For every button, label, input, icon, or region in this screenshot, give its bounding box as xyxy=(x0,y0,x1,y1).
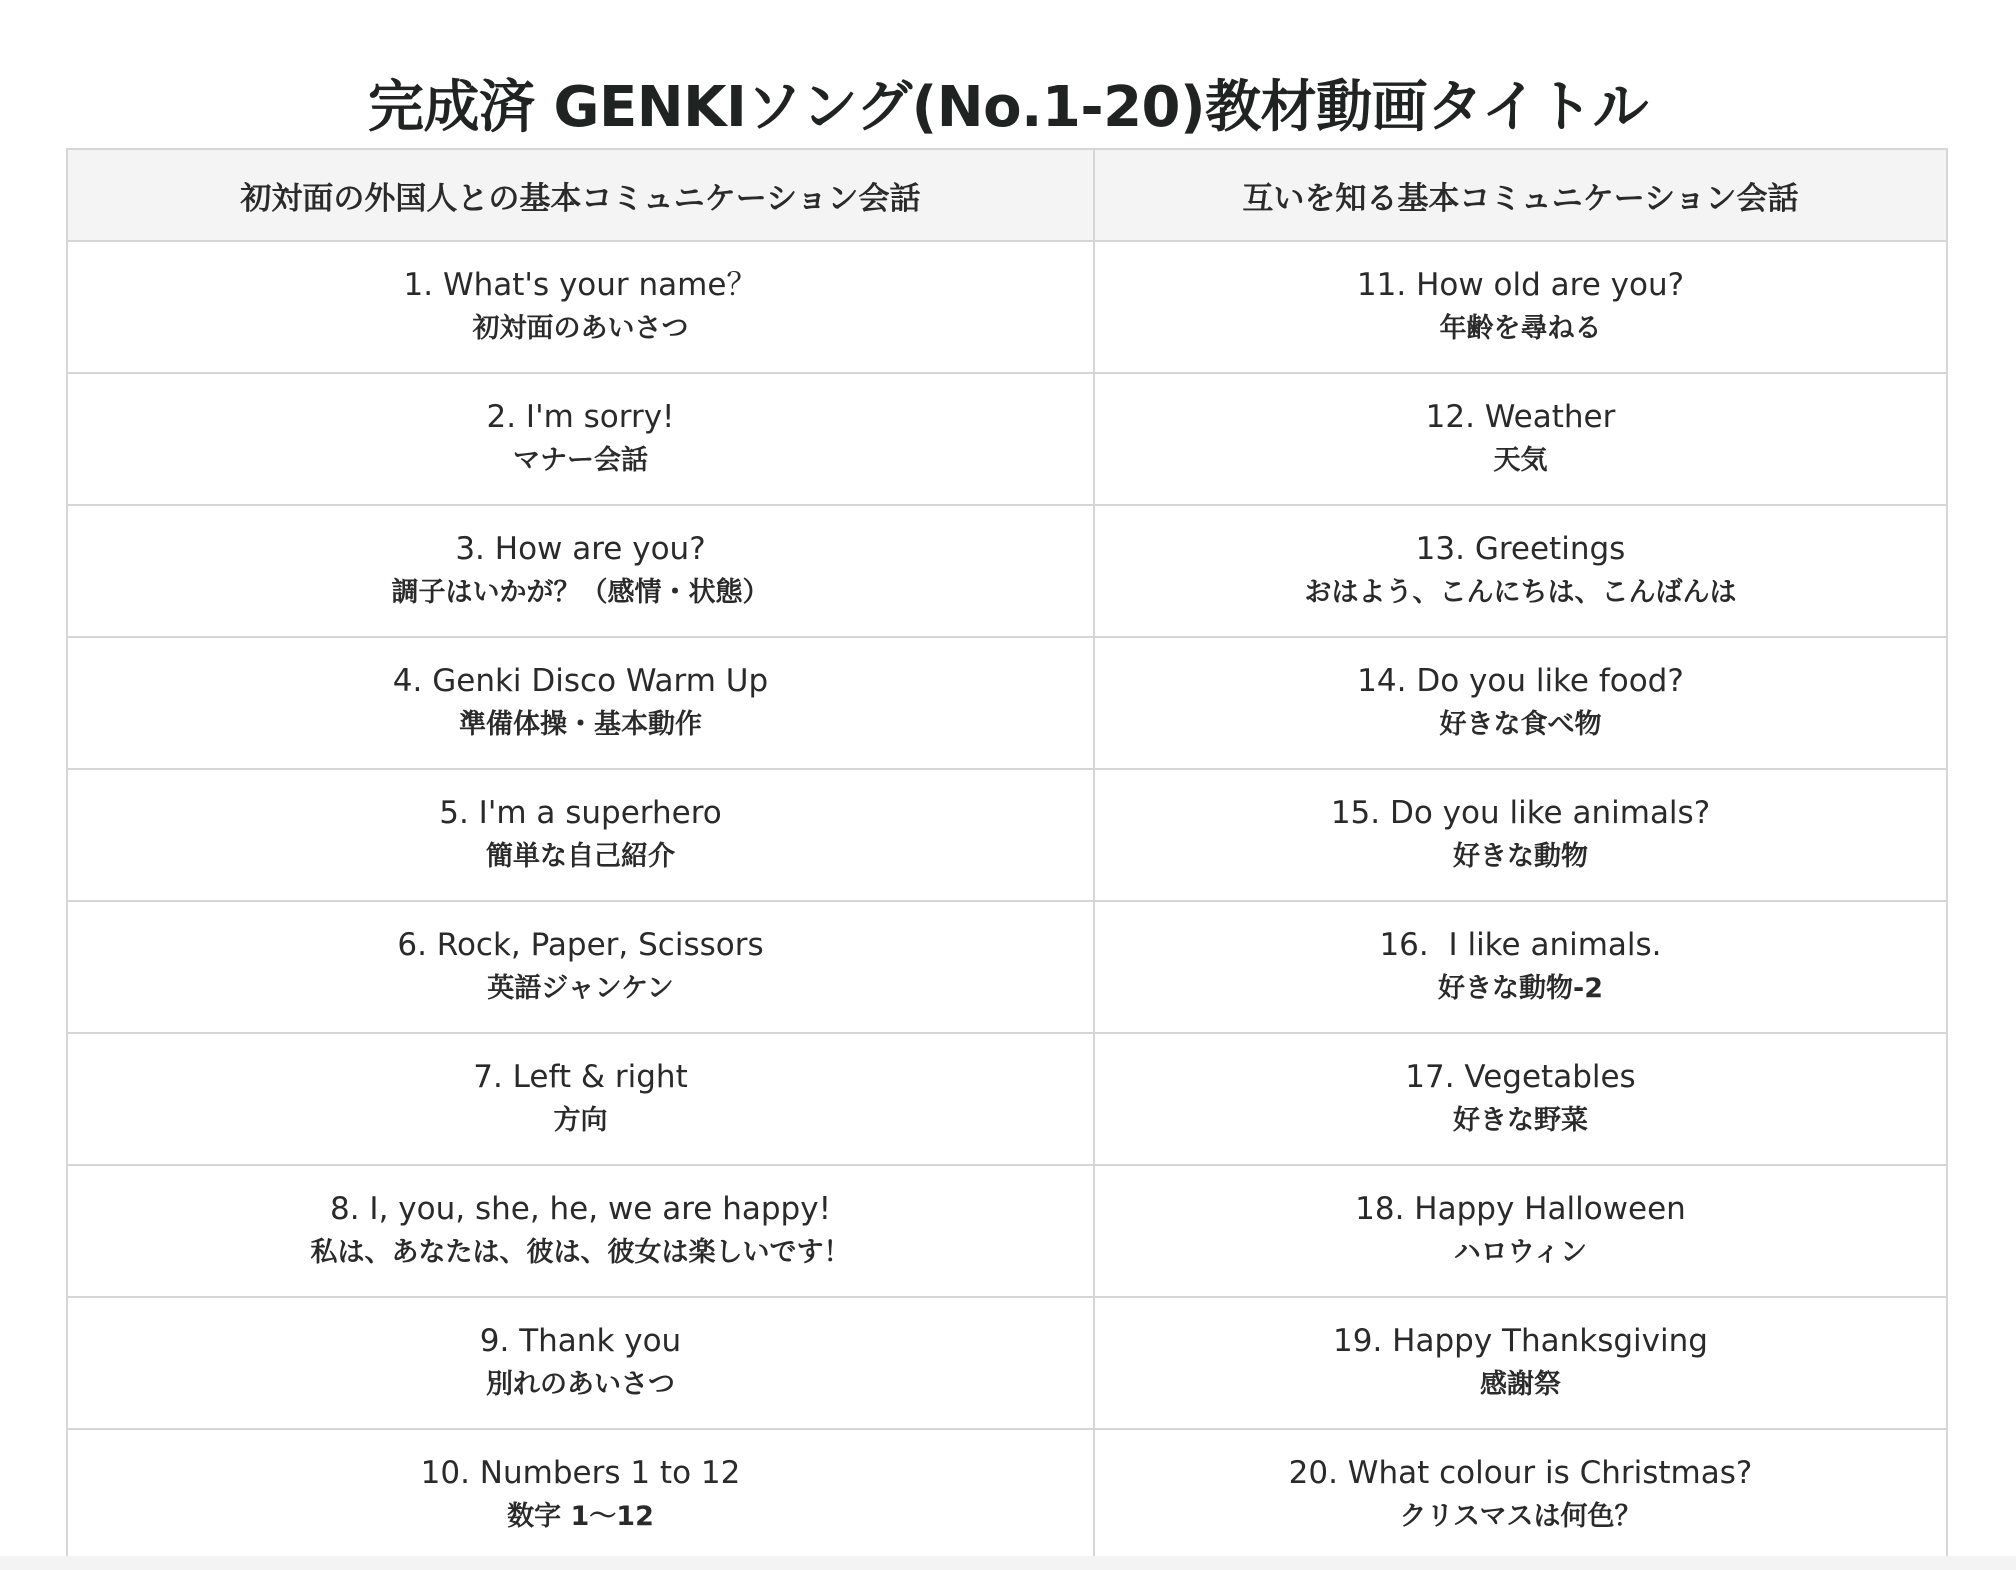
song-cell-right xyxy=(1094,901,1947,1033)
table-header-row xyxy=(67,149,1947,241)
song-title-english: 13. Greetings xyxy=(1415,531,1626,567)
song-cell-right xyxy=(1094,769,1947,901)
song-cell-right xyxy=(1094,241,1947,373)
song-cell-left xyxy=(67,637,1094,769)
table-row xyxy=(67,373,1947,505)
table-row xyxy=(67,505,1947,637)
song-topic-japanese: 初対面のあいさつ xyxy=(472,313,689,344)
song-title-english: 12. Weather xyxy=(1425,399,1616,435)
table-row xyxy=(67,241,1947,373)
song-cell-right xyxy=(1094,1297,1947,1429)
table-row xyxy=(67,901,1947,1033)
song-topic-japanese: マナー会話 xyxy=(513,445,648,476)
song-topic-japanese: おはよう、こんにちは、こんばんは xyxy=(1304,577,1737,608)
song-title-english: 18. Happy Halloween xyxy=(1355,1191,1686,1227)
song-title-english: 15. Do you like animals? xyxy=(1330,795,1711,831)
song-cell-left xyxy=(67,901,1094,1033)
column-header-getting-to-know: 互いを知る基本コミュニケーション会話 xyxy=(1094,149,1947,241)
table-row xyxy=(67,769,1947,901)
song-topic-japanese: 別れのあいさつ xyxy=(486,1369,675,1400)
song-topic-japanese: 簡単な自己紹介 xyxy=(486,841,675,872)
song-topic-japanese: ハロウィン xyxy=(1453,1237,1588,1268)
song-topic-japanese: 年齢を尋ねる xyxy=(1439,313,1602,344)
song-title-table xyxy=(66,148,1948,1562)
song-cell-right xyxy=(1094,505,1947,637)
table-row xyxy=(67,1429,1947,1561)
song-topic-japanese: 準備体操・基本動作 xyxy=(459,709,702,740)
song-title-english: 3. How are you? xyxy=(455,531,706,567)
song-title-english: 6. Rock, Paper, Scissors xyxy=(397,927,764,963)
song-title-english: 2. I'm sorry! xyxy=(486,399,675,435)
table-row xyxy=(67,1165,1947,1297)
song-title-english: 1. What's your name？ xyxy=(403,267,758,303)
song-cell-right xyxy=(1094,637,1947,769)
song-topic-japanese: 数字 1〜12 xyxy=(507,1501,654,1532)
song-cell-left xyxy=(67,769,1094,901)
song-cell-right xyxy=(1094,373,1947,505)
song-title-english: 17. Vegetables xyxy=(1405,1059,1636,1095)
song-title-english: 16. I like animals. xyxy=(1379,927,1662,963)
song-topic-japanese: 好きな動物-2 xyxy=(1438,973,1603,1004)
song-topic-japanese: 英語ジャンケン xyxy=(487,973,674,1004)
song-topic-japanese: 好きな野菜 xyxy=(1453,1105,1588,1136)
song-title-english: 7. Left & right xyxy=(473,1059,688,1095)
song-title-english: 5. I'm a superhero xyxy=(439,795,722,831)
song-cell-right xyxy=(1094,1033,1947,1165)
song-topic-japanese: 好きな食べ物 xyxy=(1439,709,1602,740)
song-cell-left xyxy=(67,373,1094,505)
song-title-english: 11. How old are you? xyxy=(1356,267,1685,303)
song-cell-left xyxy=(67,241,1094,373)
song-cell-left xyxy=(67,1033,1094,1165)
song-title-english: 19. Happy Thanksgiving xyxy=(1333,1323,1708,1359)
song-topic-japanese: 方向 xyxy=(553,1105,608,1136)
song-cell-left xyxy=(67,505,1094,637)
song-topic-japanese: 私は、あなたは、彼は、彼女は楽しいです！ xyxy=(310,1237,851,1268)
song-topic-japanese: 好きな動物 xyxy=(1453,841,1588,872)
table-row xyxy=(67,1297,1947,1429)
song-title-english: 4. Genki Disco Warm Up xyxy=(392,663,769,699)
song-topic-japanese: 天気 xyxy=(1493,445,1548,476)
song-cell-right xyxy=(1094,1429,1947,1561)
page-bottom-edge xyxy=(0,1556,2016,1570)
song-title-english: 10. Numbers 1 to 12 xyxy=(420,1455,741,1491)
song-title-english: 20. What colour is Christmas? xyxy=(1288,1455,1753,1491)
song-title-english: 9. Thank you xyxy=(479,1323,682,1359)
song-topic-japanese: 感謝祭 xyxy=(1480,1369,1561,1400)
song-topic-japanese: クリスマスは何色？ xyxy=(1399,1501,1642,1532)
song-cell-right xyxy=(1094,1165,1947,1297)
song-cell-left xyxy=(67,1165,1094,1297)
column-header-first-meeting: 初対面の外国人との基本コミュニケーション会話 xyxy=(67,149,1094,241)
song-cell-left xyxy=(67,1429,1094,1561)
page-title: 完成済 GENKIソング(No.1-20)教材動画タイトル xyxy=(367,74,1648,140)
table-body xyxy=(67,241,1947,1561)
table-row xyxy=(67,1033,1947,1165)
song-topic-japanese: 調子はいかが？（感情・状態） xyxy=(391,577,770,608)
table-row xyxy=(67,637,1947,769)
song-title-english: 8. I, you, she, he, we are happy! xyxy=(330,1191,831,1227)
song-title-english: 14. Do you like food? xyxy=(1357,663,1684,699)
song-cell-left xyxy=(67,1297,1094,1429)
